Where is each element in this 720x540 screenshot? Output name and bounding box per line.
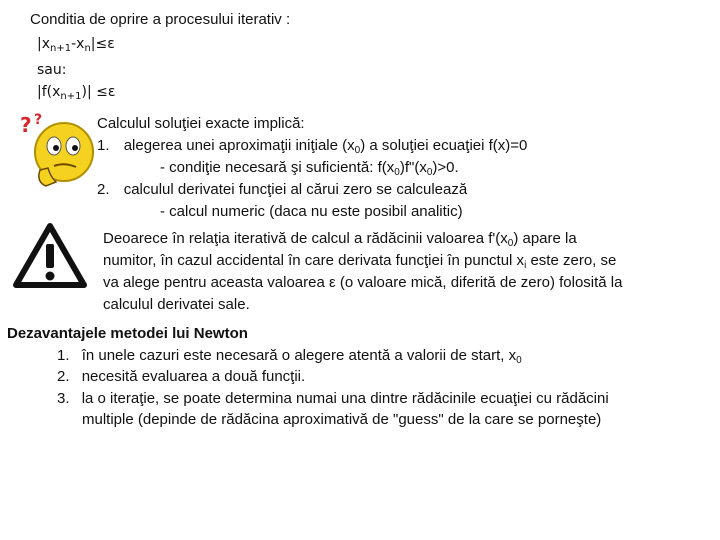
warning-line-3: va alege pentru aceasta valoarea ε (o valoare mică, diferită de zero) folosită la <box>103 274 623 291</box>
list-number: 1. <box>57 347 70 364</box>
warning-triangle-icon <box>12 222 88 290</box>
exact-item-2-detail: - calcul numeric (daca nu este posibil analitic) <box>160 203 463 220</box>
condition-subscript: n+1 <box>50 43 72 54</box>
exact-item-1-text: ) a soluţiei ecuaţiei f(x)=0 <box>360 137 528 154</box>
disadvantage-item-3-continued: multiple (depinde de rădăcina aproximativă de "guess" de la care se porneşte) <box>82 411 602 428</box>
subscript: 0 <box>394 167 400 178</box>
exact-item-2-text: calculul derivatei funcţiei al cărui zero se calculează <box>123 181 468 198</box>
disadvantage-text: în unele cazuri este necesară o alegere atentă a valorii de start, x <box>81 347 517 364</box>
svg-text:?: ? <box>20 113 32 137</box>
condition-epsilon: )| ≤ε <box>81 84 116 100</box>
page-title: Conditia de oprire a procesului iterativ : <box>30 11 291 28</box>
exact-item-1-text: alegerea unei aproximaţii iniţiale (x <box>123 137 355 154</box>
svg-text:?: ? <box>34 112 43 128</box>
disadvantage-text: necesită evaluarea a două funcţii. <box>81 368 306 385</box>
disadvantage-item-1 <box>57 346 522 365</box>
warning-line-2 <box>103 251 616 270</box>
subscript: 0 <box>426 167 433 178</box>
disadvantage-item-2 <box>57 367 305 386</box>
condition-or-label: sau: <box>37 62 67 78</box>
warning-text: Deoarece în relaţia iterativă de calcul a rădăcinii valoarea f'(x <box>103 230 508 247</box>
condition-abs-open: |f(x <box>37 84 61 100</box>
condition-abs-open: |x <box>37 36 51 52</box>
subscript: 0 <box>354 145 361 156</box>
exact-item-2 <box>97 180 467 199</box>
list-number: 2. <box>57 368 70 385</box>
subscript: i <box>524 260 527 271</box>
exact-solution-title: Calculul soluţiei exacte implică: <box>97 115 305 132</box>
subscript: 0 <box>507 238 514 249</box>
warning-line-1 <box>103 229 577 248</box>
detail-text: - condiţie necesară şi suficientă: f(x <box>160 159 395 176</box>
warning-line-4: calculul derivatei sale. <box>103 296 250 313</box>
exact-item-1 <box>97 136 527 155</box>
warning-text: este zero, se <box>526 252 617 269</box>
list-number: 1. <box>97 137 110 154</box>
condition-difference <box>37 36 115 52</box>
list-number: 3. <box>57 390 70 407</box>
condition-function <box>37 84 115 100</box>
warning-text: numitor, în cazul accidental în care derivata funcţiei în punctul x <box>103 252 525 269</box>
disadvantage-text: la o iteraţie, se poate determina numai una dintre rădăcinile ecuaţiei cu rădăcini <box>81 390 609 407</box>
disadvantage-item-3 <box>57 389 609 408</box>
condition-subscript: n <box>84 43 91 54</box>
warning-text: ) apare la <box>513 230 577 247</box>
subscript: 0 <box>516 355 522 366</box>
list-number: 2. <box>97 181 110 198</box>
detail-text: )>0. <box>432 159 459 176</box>
thinking-face-icon <box>18 110 98 194</box>
exact-item-1-detail <box>160 158 459 177</box>
condition-minus: -x <box>71 36 85 52</box>
disadvantages-title: Dezavantajele metodei lui Newton <box>7 325 248 342</box>
detail-text: )f"(x <box>399 159 427 176</box>
condition-epsilon: |≤ε <box>90 36 115 52</box>
condition-subscript: n+1 <box>60 91 82 102</box>
